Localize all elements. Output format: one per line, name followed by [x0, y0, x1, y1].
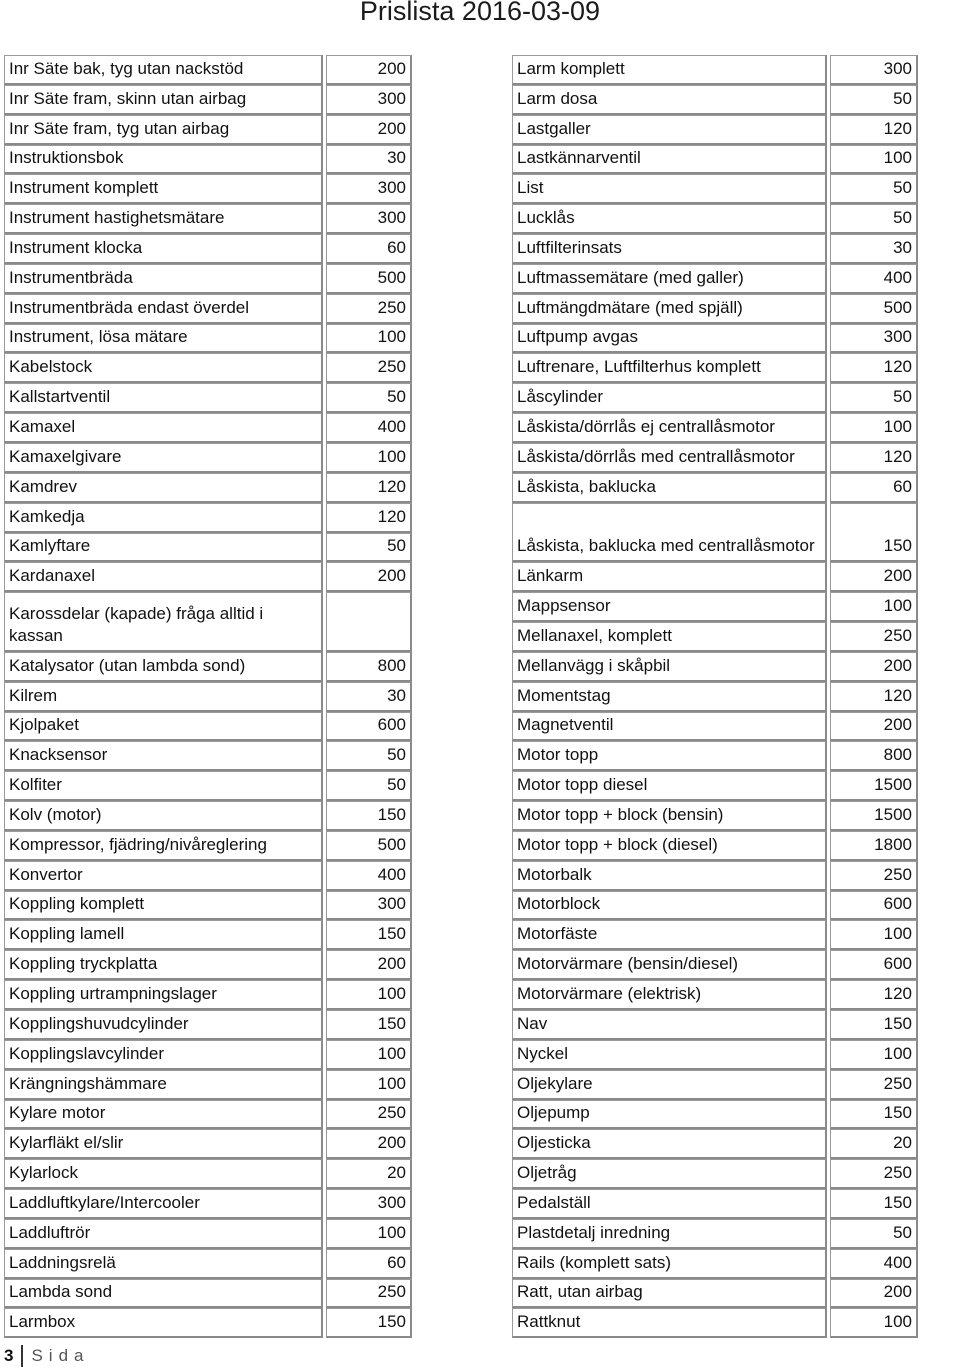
- item-name-cell: Instrument hastighetsmätare: [4, 204, 323, 234]
- item-name-cell: Motorfäste: [512, 920, 827, 950]
- item-price-cell: 120: [830, 115, 918, 145]
- item-name-cell: Momentstag: [512, 682, 827, 712]
- item-name-cell: Larm dosa: [512, 85, 827, 115]
- item-price-cell: 200: [326, 55, 412, 85]
- item-price-cell: 60: [326, 234, 412, 264]
- item-price-cell: 400: [326, 413, 412, 443]
- item-name-cell: Kylarlock: [4, 1159, 323, 1189]
- item-price-cell: 50: [830, 1219, 918, 1249]
- price-row: [4, 353, 412, 383]
- item-price-cell: 200: [830, 652, 918, 682]
- item-price-cell: 300: [326, 891, 412, 921]
- item-price-cell: 150: [326, 1308, 412, 1338]
- item-name-cell: Kopplingslavcylinder: [4, 1040, 323, 1070]
- item-price-cell: 800: [830, 741, 918, 771]
- page-label: Sida: [31, 1346, 90, 1365]
- price-row: [4, 1040, 412, 1070]
- price-row: [512, 1070, 918, 1100]
- price-row: [512, 145, 918, 175]
- item-price-cell: 100: [830, 1040, 918, 1070]
- item-name-cell: Magnetventil: [512, 712, 827, 742]
- item-name-cell: Motorbalk: [512, 861, 827, 891]
- item-price-cell: 600: [830, 950, 918, 980]
- item-name-cell: Kardanaxel: [4, 562, 323, 592]
- item-price-cell: 300: [326, 85, 412, 115]
- price-row: [512, 771, 918, 801]
- price-row: [512, 1249, 918, 1279]
- item-name-cell: Koppling tryckplatta: [4, 950, 323, 980]
- price-row: [512, 264, 918, 294]
- price-row: [512, 85, 918, 115]
- price-row: [512, 1040, 918, 1070]
- item-name-cell: Kolfiter: [4, 771, 323, 801]
- item-price-cell: 60: [326, 1249, 412, 1279]
- item-price-cell: 1500: [830, 801, 918, 831]
- item-name-cell: Kopplingshuvudcylinder: [4, 1010, 323, 1040]
- price-row: [4, 562, 412, 592]
- item-price-cell: 1500: [830, 771, 918, 801]
- item-price-cell: 120: [326, 473, 412, 503]
- price-row: [4, 1070, 412, 1100]
- item-price-cell: 50: [830, 85, 918, 115]
- price-row: [512, 741, 918, 771]
- item-price-cell: 50: [830, 383, 918, 413]
- price-row: [512, 622, 918, 652]
- item-name-cell: Laddluftkylare/Intercooler: [4, 1189, 323, 1219]
- item-price-cell: 30: [326, 682, 412, 712]
- item-name-cell: Krängningshämmare: [4, 1070, 323, 1100]
- item-price-cell: 150: [830, 1100, 918, 1130]
- price-row: [512, 204, 918, 234]
- item-name-cell: Kamkedja: [4, 503, 323, 533]
- item-price-cell: 500: [326, 831, 412, 861]
- item-price-cell: 600: [326, 712, 412, 742]
- item-price-cell: 60: [830, 473, 918, 503]
- price-row: [4, 831, 412, 861]
- item-name-cell: Inr Säte fram, skinn utan airbag: [4, 85, 323, 115]
- item-name-cell: Motor topp + block (bensin): [512, 801, 827, 831]
- price-row: [512, 324, 918, 354]
- price-row: [512, 1219, 918, 1249]
- item-name-cell: Kabelstock: [4, 353, 323, 383]
- price-row: [512, 652, 918, 682]
- price-row: [4, 920, 412, 950]
- price-row: [512, 115, 918, 145]
- price-row: [4, 771, 412, 801]
- item-price-cell: 300: [326, 1189, 412, 1219]
- item-name-cell: Motorvärmare (bensin/diesel): [512, 950, 827, 980]
- item-price-cell: 30: [326, 145, 412, 175]
- price-row: [4, 1010, 412, 1040]
- item-price-cell: 300: [830, 324, 918, 354]
- item-price-cell: 150: [326, 801, 412, 831]
- price-row: [512, 383, 918, 413]
- item-price-cell: 250: [830, 1159, 918, 1189]
- item-name-cell: Nyckel: [512, 1040, 827, 1070]
- item-name-cell: Koppling urtrampningslager: [4, 980, 323, 1010]
- price-row: [512, 55, 918, 85]
- price-row: [512, 473, 918, 503]
- item-price-cell: 100: [326, 1070, 412, 1100]
- item-name-cell: Kallstartventil: [4, 383, 323, 413]
- item-price-cell: 100: [830, 1308, 918, 1338]
- price-row: [4, 592, 412, 652]
- item-name-cell: Oljesticka: [512, 1129, 827, 1159]
- price-row: [4, 294, 412, 324]
- price-row: [512, 861, 918, 891]
- item-name-cell: Rails (komplett sats): [512, 1249, 827, 1279]
- item-name-cell: Inr Säte bak, tyg utan nackstöd: [4, 55, 323, 85]
- item-price-cell: 300: [326, 204, 412, 234]
- page-title: Prislista 2016-03-09: [359, 0, 601, 26]
- price-row: [512, 443, 918, 473]
- item-name-cell: Låskista/dörrlås ej centrallåsmotor: [512, 413, 827, 443]
- item-price-cell: 120: [830, 980, 918, 1010]
- item-price-cell: 300: [326, 174, 412, 204]
- item-name-cell: Instrument, lösa mätare: [4, 324, 323, 354]
- item-price-cell: 150: [326, 1010, 412, 1040]
- price-row: [512, 920, 918, 950]
- item-name-cell: Koppling lamell: [4, 920, 323, 950]
- item-price-cell: 150: [830, 1189, 918, 1219]
- item-name-cell: Kamdrev: [4, 473, 323, 503]
- item-name-cell: Koppling komplett: [4, 891, 323, 921]
- price-row: [4, 533, 412, 563]
- item-price-cell: 150: [830, 503, 918, 563]
- price-row: [512, 1100, 918, 1130]
- item-name-cell: Kjolpaket: [4, 712, 323, 742]
- item-name-cell: Kamaxel: [4, 413, 323, 443]
- item-price-cell: 150: [830, 1010, 918, 1040]
- price-row: [4, 55, 412, 85]
- price-row: [4, 204, 412, 234]
- price-row: [4, 652, 412, 682]
- item-price-cell: 50: [326, 383, 412, 413]
- price-row: [4, 1308, 412, 1338]
- item-name-cell: Instrumentbräda endast överdel: [4, 294, 323, 324]
- price-row: [512, 891, 918, 921]
- price-row: [512, 234, 918, 264]
- price-row: [4, 861, 412, 891]
- item-name-cell: Oljetråg: [512, 1159, 827, 1189]
- item-name-cell: Motor topp diesel: [512, 771, 827, 801]
- item-price-cell: 50: [326, 533, 412, 563]
- item-price-cell: 120: [830, 682, 918, 712]
- item-name-cell: Ratt, utan airbag: [512, 1279, 827, 1309]
- item-price-cell: 400: [830, 1249, 918, 1279]
- item-price-cell: 400: [830, 264, 918, 294]
- price-row: [512, 950, 918, 980]
- item-price-cell: 250: [830, 1070, 918, 1100]
- price-row: [512, 1129, 918, 1159]
- item-name-cell: Mellanaxel, komplett: [512, 622, 827, 652]
- price-row: [512, 1279, 918, 1309]
- price-row: [512, 592, 918, 622]
- price-row: [4, 85, 412, 115]
- item-name-cell: Katalysator (utan lambda sond): [4, 652, 323, 682]
- item-name-cell: Kompressor, fjädring/nivåreglering: [4, 831, 323, 861]
- price-row: [4, 115, 412, 145]
- item-name-cell: Karossdelar (kapade) fråga alltid i kassan: [4, 592, 323, 652]
- price-row: [4, 1189, 412, 1219]
- price-list-right-column: [512, 55, 918, 1338]
- price-row: [4, 712, 412, 742]
- item-name-cell: Kylare motor: [4, 1100, 323, 1130]
- price-row: [4, 891, 412, 921]
- item-price-cell: 200: [326, 562, 412, 592]
- price-row: [4, 1279, 412, 1309]
- item-name-cell: Inr Säte fram, tyg utan airbag: [4, 115, 323, 145]
- item-name-cell: Nav: [512, 1010, 827, 1040]
- item-price-cell: 50: [326, 771, 412, 801]
- item-name-cell: Luftrenare, Luftfilterhus komplett: [512, 353, 827, 383]
- item-price-cell: 800: [326, 652, 412, 682]
- item-name-cell: Larm komplett: [512, 55, 827, 85]
- item-name-cell: Instrument komplett: [4, 174, 323, 204]
- item-name-cell: Rattknut: [512, 1308, 827, 1338]
- item-price-cell: 250: [326, 1100, 412, 1130]
- price-row: [4, 1219, 412, 1249]
- item-price-cell: 100: [326, 1040, 412, 1070]
- item-name-cell: Oljekylare: [512, 1070, 827, 1100]
- item-price-cell: 100: [830, 920, 918, 950]
- price-row: [512, 294, 918, 324]
- item-name-cell: Larmbox: [4, 1308, 323, 1338]
- item-name-cell: Kilrem: [4, 682, 323, 712]
- price-row: [512, 1159, 918, 1189]
- price-list-left-column: [4, 55, 412, 1338]
- item-name-cell: Lambda sond: [4, 1279, 323, 1309]
- item-price-cell: 200: [830, 562, 918, 592]
- item-name-cell: Länkarm: [512, 562, 827, 592]
- price-row: [512, 831, 918, 861]
- price-row: [4, 264, 412, 294]
- item-price-cell: 200: [326, 1129, 412, 1159]
- item-price-cell: 100: [326, 324, 412, 354]
- price-row: [512, 353, 918, 383]
- item-price-cell: 100: [326, 443, 412, 473]
- item-price-cell: 20: [326, 1159, 412, 1189]
- item-price-cell: 50: [326, 741, 412, 771]
- item-name-cell: Laddluftrör: [4, 1219, 323, 1249]
- item-name-cell: Mappsensor: [512, 592, 827, 622]
- price-row: [4, 682, 412, 712]
- price-row: [512, 980, 918, 1010]
- price-row: [512, 1308, 918, 1338]
- item-name-cell: Låskista, baklucka med centrallåsmotor: [512, 503, 827, 563]
- item-price-cell: 200: [326, 950, 412, 980]
- item-price-cell: 200: [326, 115, 412, 145]
- price-row: [4, 950, 412, 980]
- item-name-cell: Kamlyftare: [4, 533, 323, 563]
- price-row: [4, 145, 412, 175]
- item-price-cell: 200: [830, 1279, 918, 1309]
- item-name-cell: Motorblock: [512, 891, 827, 921]
- item-price-cell: 120: [326, 503, 412, 533]
- price-row: [4, 443, 412, 473]
- price-row: [4, 1100, 412, 1130]
- item-price-cell: 200: [830, 712, 918, 742]
- item-price-cell: 100: [830, 413, 918, 443]
- item-price-cell: 300: [830, 55, 918, 85]
- item-price-cell: 250: [326, 353, 412, 383]
- item-price-cell: 50: [830, 204, 918, 234]
- item-name-cell: Kamaxelgivare: [4, 443, 323, 473]
- page-number: 3: [4, 1345, 23, 1367]
- price-row: [4, 473, 412, 503]
- item-price-cell: 120: [830, 353, 918, 383]
- item-name-cell: Luftmängdmätare (med spjäll): [512, 294, 827, 324]
- item-name-cell: Oljepump: [512, 1100, 827, 1130]
- item-name-cell: Lastkännarventil: [512, 145, 827, 175]
- item-name-cell: Instruktionsbok: [4, 145, 323, 175]
- item-price-cell: 250: [326, 294, 412, 324]
- item-name-cell: Låscylinder: [512, 383, 827, 413]
- price-row: [4, 234, 412, 264]
- item-name-cell: Plastdetalj inredning: [512, 1219, 827, 1249]
- item-price-cell: 150: [326, 920, 412, 950]
- item-price-cell: 1800: [830, 831, 918, 861]
- price-row: [512, 801, 918, 831]
- price-row: [4, 1129, 412, 1159]
- price-row: [4, 324, 412, 354]
- item-price-cell: 250: [830, 861, 918, 891]
- item-name-cell: Instrumentbräda: [4, 264, 323, 294]
- item-name-cell: Motor topp: [512, 741, 827, 771]
- item-price-cell: 500: [326, 264, 412, 294]
- item-name-cell: Låskista, baklucka: [512, 473, 827, 503]
- price-row: [512, 712, 918, 742]
- price-row: [4, 801, 412, 831]
- item-price-cell: 30: [830, 234, 918, 264]
- price-row: [4, 503, 412, 533]
- item-name-cell: Låskista/dörrlås med centrallåsmotor: [512, 443, 827, 473]
- item-price-cell: 100: [326, 1219, 412, 1249]
- item-name-cell: Laddningsrelä: [4, 1249, 323, 1279]
- item-price-cell: 400: [326, 861, 412, 891]
- item-name-cell: Kolv (motor): [4, 801, 323, 831]
- item-name-cell: Knacksensor: [4, 741, 323, 771]
- page-footer: [4, 1345, 90, 1367]
- item-name-cell: Motor topp + block (diesel): [512, 831, 827, 861]
- item-price-cell: 100: [830, 145, 918, 175]
- price-row: [512, 1010, 918, 1040]
- item-price-cell: [326, 592, 412, 652]
- item-name-cell: Motorvärmare (elektrisk): [512, 980, 827, 1010]
- item-price-cell: 250: [830, 622, 918, 652]
- item-price-cell: 100: [830, 592, 918, 622]
- item-name-cell: List: [512, 174, 827, 204]
- price-row: [512, 413, 918, 443]
- price-row: [512, 174, 918, 204]
- item-price-cell: 20: [830, 1129, 918, 1159]
- item-name-cell: Instrument klocka: [4, 234, 323, 264]
- item-price-cell: 250: [326, 1279, 412, 1309]
- item-price-cell: 600: [830, 891, 918, 921]
- price-row: [4, 174, 412, 204]
- item-price-cell: 120: [830, 443, 918, 473]
- item-name-cell: Luftpump avgas: [512, 324, 827, 354]
- item-name-cell: Luftmassemätare (med galler): [512, 264, 827, 294]
- item-name-cell: Konvertor: [4, 861, 323, 891]
- price-row: [4, 980, 412, 1010]
- price-row: [4, 1249, 412, 1279]
- price-row: [512, 562, 918, 592]
- item-name-cell: Lastgaller: [512, 115, 827, 145]
- price-row: [4, 413, 412, 443]
- item-price-cell: 100: [326, 980, 412, 1010]
- item-name-cell: Kylarfläkt el/slir: [4, 1129, 323, 1159]
- item-name-cell: Lucklås: [512, 204, 827, 234]
- item-name-cell: Mellanvägg i skåpbil: [512, 652, 827, 682]
- item-name-cell: Luftfilterinsats: [512, 234, 827, 264]
- price-row: [4, 1159, 412, 1189]
- price-row: [4, 383, 412, 413]
- price-row: [512, 503, 918, 563]
- item-price-cell: 50: [830, 174, 918, 204]
- item-price-cell: 500: [830, 294, 918, 324]
- price-row: [4, 741, 412, 771]
- price-row: [512, 682, 918, 712]
- item-name-cell: Pedalställ: [512, 1189, 827, 1219]
- price-row: [512, 1189, 918, 1219]
